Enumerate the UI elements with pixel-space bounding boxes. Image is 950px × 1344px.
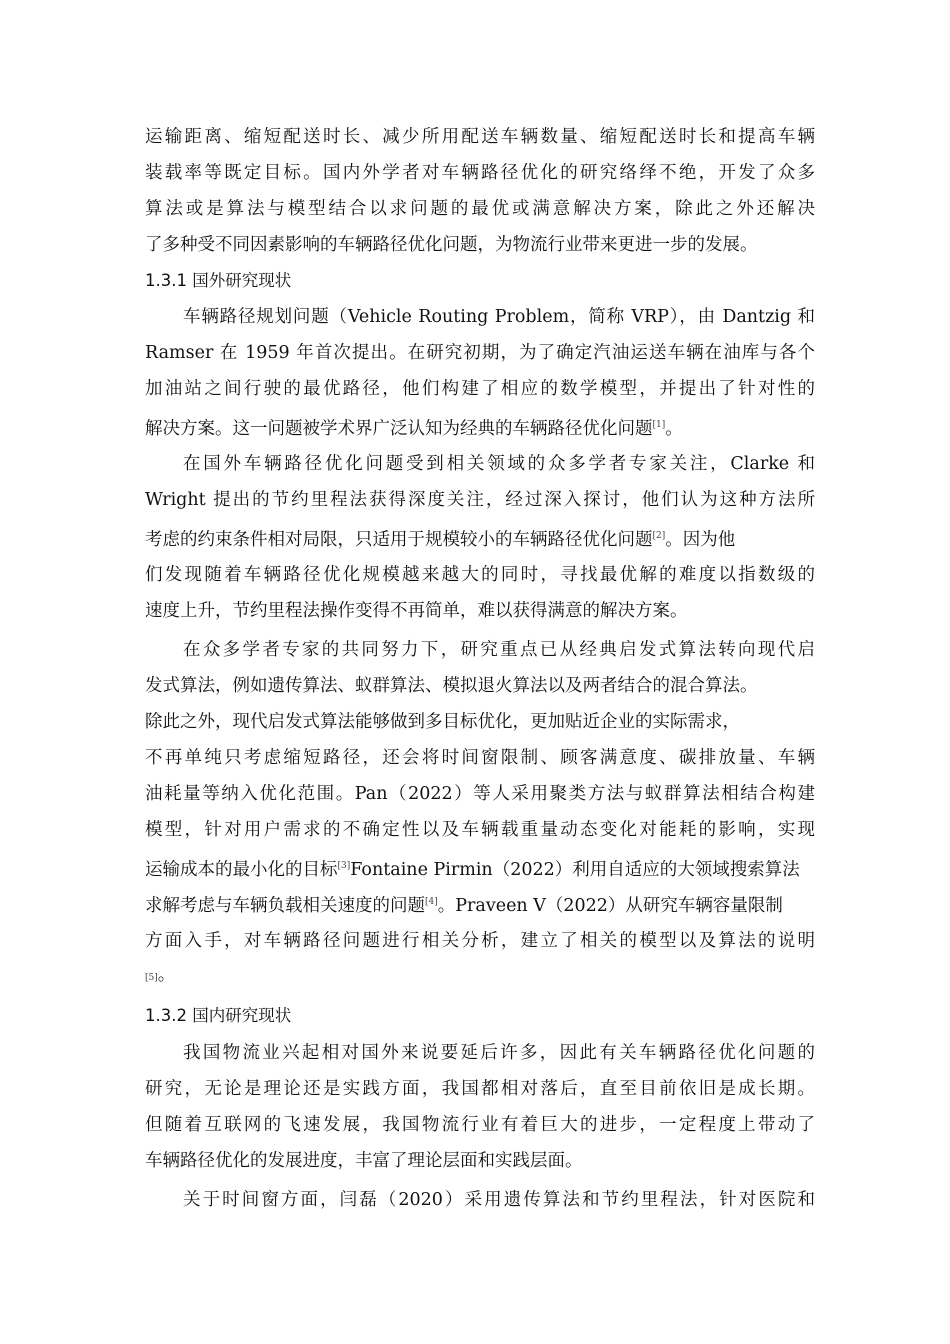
paragraph-line: 但随着互联网的飞速发展，我国物流行业有着巨大的进步，一定程度上带动了 [145, 1115, 815, 1135]
paragraph-line [145, 890, 815, 914]
paragraph-line: 在国外车辆路径优化问题受到相关领域的众多学者专家关注，Clarke 和 [183, 454, 815, 474]
paragraph-line: 研究，无论是理论还是实践方面，我国都相对落后，直至目前依旧是成长期。 [145, 1079, 815, 1099]
paragraph-line: Wright 提出的节约里程法获得深度关注，经过深入探讨，他们认为这种方法所 [145, 490, 815, 510]
paragraph-line [145, 413, 815, 437]
paragraph-line: 油耗量等纳入优化范围。Pan（2022）等人采用聚类方法与蚁群算法相结合构建 [145, 784, 815, 804]
text-span: 。 [157, 965, 176, 985]
paragraph-line: 们发现随着车辆路径优化规模越来越大的同时，寻找最优解的难度以指数级的 [145, 565, 815, 585]
paragraph-line: 关于时间窗方面，闫磊（2020）采用遗传算法和节约里程法，针对医院和 [183, 1190, 815, 1210]
text-span: 。 [665, 419, 683, 439]
citation-ref-3[interactable]: [3] [337, 861, 351, 871]
paragraph-line: 在众多学者专家的共同努力下，研究重点已从经典启发式算法转向现代启 [183, 640, 815, 660]
citation-ref-4[interactable]: [4] [425, 897, 438, 907]
paragraph-line: 车辆路径规划问题（Vehicle Routing Problem，简称 VRP），由 Dantzig 和 [183, 307, 815, 327]
paragraph-line: 加油站之间行驶的最优路径，他们构建了相应的数学模型，并提出了针对性的 [145, 379, 815, 399]
section-heading-1-3-2: 1.3.2 国内研究现状 [145, 1006, 292, 1025]
citation-ref-2[interactable]: [2] [652, 531, 666, 541]
paragraph-line: 车辆路径优化的发展进度，丰富了理论层面和实践层面。 [145, 1151, 583, 1171]
paragraph-line: 不再单纯只考虑缩短路径，还会将时间窗限制、顾客满意度、碳排放量、车辆 [145, 748, 815, 768]
text-span: 求解考虑与车辆负载相关速度的问题 [145, 896, 425, 916]
paragraph-line: 除此之外，现代启发式算法能够做到多目标优化，更加贴近企业的实际需求， [145, 712, 740, 732]
paragraph-line: Ramser 在 1959 年首次提出。在研究初期，为了确定汽油运送车辆在油库与各个 [145, 343, 815, 363]
text-span: Fontaine Pirmin（2022）利用自适应的大领域搜索算法 [350, 860, 800, 880]
paragraph-line: 运输距离、缩短配送时长、减少所用配送车辆数量、缩短配送时长和提高车辆 [145, 127, 815, 147]
citation-ref-5[interactable]: [5] [145, 973, 158, 983]
section-heading-1-3-1: 1.3.1 国外研究现状 [145, 271, 292, 290]
paragraph-line [145, 524, 815, 548]
paragraph-line: 算法或是算法与模型结合以求问题的最优或满意解决方案，除此之外还解决 [145, 199, 815, 219]
text-span: 。Praveen V（2022）从研究车辆容量限制 [437, 896, 783, 916]
text-span: 解决方案。这一问题被学术界广泛认知为经典的车辆路径优化问题 [145, 419, 653, 439]
text-span: 。因为他 [665, 530, 736, 550]
paragraph-line [145, 854, 815, 878]
paragraph-line: 了多种受不同因素影响的车辆路径优化问题，为物流行业带来更进一步的发展。 [145, 235, 758, 255]
text-span: 运输成本的最小化的目标 [145, 860, 338, 880]
paragraph-line: 模型，针对用户需求的不确定性以及车辆载重量动态变化对能耗的影响，实现 [145, 820, 815, 840]
paragraph-line: 我国物流业兴起相对国外来说要延后许多，因此有关车辆路径优化问题的 [183, 1043, 815, 1063]
paragraph-line [145, 963, 815, 987]
text-span: 考虑的约束条件相对局限，只适用于规模较小的车辆路径优化问题 [145, 530, 653, 550]
paragraph-line: 装载率等既定目标。国内外学者对车辆路径优化的研究络绎不绝，开发了众多 [145, 163, 815, 183]
paragraph-line: 速度上升，节约里程法操作变得不再简单，难以获得满意的解决方案。 [145, 601, 688, 621]
paragraph-line: 发式算法，例如遗传算法、蚁群算法、模拟退火算法以及两者结合的混合算法。 [145, 676, 758, 696]
paragraph-line: 方面入手，对车辆路径问题进行相关分析，建立了相关的模型以及算法的说明 [145, 931, 815, 951]
citation-ref-1[interactable]: [1] [652, 420, 666, 430]
